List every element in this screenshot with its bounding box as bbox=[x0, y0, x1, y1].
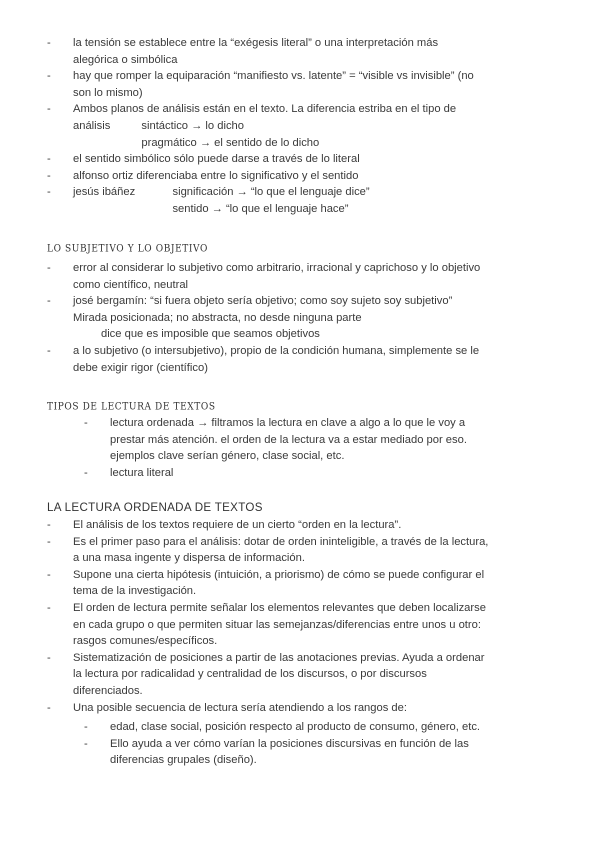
list-item bbox=[47, 68, 474, 101]
list-item-line: como científico, neutral bbox=[73, 278, 189, 291]
list-item-line: Es el primer paso para el análisis: dotar de orden ininteligible, a través de la lectura, bbox=[73, 535, 489, 548]
list-item-line: debe exigir rigor (científico) bbox=[73, 361, 208, 374]
list-item-line: prestar más atención. el orden de la lectura va a estar mediado por eso. bbox=[110, 433, 467, 446]
section-tipos-lectura-list bbox=[84, 415, 467, 481]
heading-subjetivo-objetivo: LO SUBJETIVO Y LO OBJETIVO bbox=[47, 243, 208, 255]
section-lectura-ordenada-list bbox=[47, 517, 488, 716]
list-item bbox=[47, 184, 474, 217]
bullet-dash: - bbox=[84, 466, 88, 479]
list-item bbox=[47, 343, 480, 376]
bullet-dash: - bbox=[47, 601, 51, 614]
bullet-dash: - bbox=[47, 344, 51, 357]
list-item-line: josé bergamín: “si fuera objeto sería objetivo; como soy sujeto soy subjetivo” bbox=[73, 295, 453, 308]
bullet-dash: - bbox=[84, 737, 88, 750]
list-item-line: jesús ibáñez significación → “lo que el lenguaje dice” bbox=[73, 186, 370, 199]
bullet-dash: - bbox=[47, 701, 51, 714]
bullet-dash: - bbox=[47, 519, 51, 531]
list-item-line: ejemplos clave serían género, clase social, etc. bbox=[110, 450, 345, 463]
bullet-dash: - bbox=[47, 262, 51, 274]
list-item-line: el sentido simbólico sólo puede darse a través de lo literal bbox=[73, 153, 360, 166]
bullet-dash: - bbox=[47, 535, 51, 548]
list-item-line: pragmático → el sentido de lo dicho bbox=[73, 136, 320, 149]
list-item-line: análisis sintáctico → lo dicho bbox=[73, 119, 244, 132]
list-item bbox=[47, 168, 474, 185]
list-item-line: Ambos planos de análisis están en el texto. La diferencia estriba en el tipo de bbox=[73, 103, 457, 116]
list-item-line: dice que es imposible que seamos objetivos bbox=[73, 328, 320, 341]
list-item bbox=[47, 293, 480, 343]
bullet-dash: - bbox=[47, 153, 51, 166]
list-item-line: diferencias grupales (diseño). bbox=[110, 754, 257, 767]
list-item-line: Una posible secuencia de lectura sería atendiendo a los rangos de: bbox=[73, 701, 407, 714]
list-item-line: la lectura por radicalidad y centralidad de los discursos, o por discursos bbox=[73, 668, 427, 681]
bullet-dash: - bbox=[47, 169, 51, 182]
list-item-line: la tensión se establece entre la “exégesis literal” o una interpretación más bbox=[73, 37, 439, 49]
list-item bbox=[84, 736, 480, 769]
bullet-dash: - bbox=[47, 568, 51, 581]
list-item bbox=[47, 700, 488, 717]
list-item bbox=[47, 567, 488, 600]
list-item-line: El orden de lectura permite señalar los elementos relevantes que deben localizarse bbox=[73, 601, 486, 614]
list-item-line: a lo subjetivo (o intersubjetivo), propio de la condición humana, simplemente se le bbox=[73, 344, 480, 357]
section-semantic-analysis-list bbox=[47, 35, 474, 218]
list-item bbox=[47, 517, 488, 534]
bullet-dash: - bbox=[47, 651, 51, 664]
list-item-line: edad, clase social, posición respecto al producto de consumo, género, etc. bbox=[110, 721, 481, 733]
list-item bbox=[47, 600, 488, 650]
list-item-line: sentido → “lo que el lenguaje hace” bbox=[73, 202, 349, 215]
section-lectura-ordenada-sublist bbox=[84, 719, 480, 769]
list-item-line: Supone una cierta hipótesis (intuición, a priorismo) de cómo se puede configurar el bbox=[73, 568, 485, 581]
bullet-dash: - bbox=[47, 70, 51, 83]
list-item bbox=[47, 101, 474, 151]
list-item-line: El análisis de los textos requiere de un cierto “orden en la lectura”. bbox=[73, 519, 402, 531]
section-subjetivo-list bbox=[47, 260, 480, 376]
list-item bbox=[84, 465, 467, 482]
list-item-line: Mirada posicionada; no abstracta, no desde ninguna parte bbox=[73, 311, 362, 324]
heading-tipos-lectura: TIPOS DE LECTURA DE TEXTOS bbox=[47, 401, 216, 413]
list-item-line: alegórica o simbólica bbox=[73, 53, 178, 66]
bullet-dash: - bbox=[47, 37, 51, 49]
list-item-line: alfonso ortiz diferenciaba entre lo significativo y el sentido bbox=[73, 169, 359, 182]
list-item-line: en cada grupo o que permiten situar las semejanzas/diferencias entre unos u otro: bbox=[73, 618, 481, 631]
list-item bbox=[84, 415, 467, 465]
list-item-line: rasgos comunes/específicos. bbox=[73, 635, 218, 648]
list-item-line: diferenciados. bbox=[73, 684, 143, 697]
list-item-line: error al considerar lo subjetivo como arbitrario, irracional y caprichoso y lo objetivo bbox=[73, 262, 481, 274]
list-item bbox=[47, 151, 474, 168]
list-item-line: hay que romper la equiparación “manifiesto vs. latente” = “visible vs invisible” (no bbox=[73, 70, 474, 83]
bullet-dash: - bbox=[47, 295, 51, 308]
list-item-line: son lo mismo) bbox=[73, 86, 143, 99]
heading-lectura-ordenada: LA LECTURA ORDENADA DE TEXTOS bbox=[47, 501, 263, 514]
list-item bbox=[47, 534, 488, 567]
list-item-line: Sistematización de posiciones a partir de las anotaciones previas. Ayuda a ordenar bbox=[73, 651, 485, 664]
list-item bbox=[47, 650, 488, 700]
list-item-line: lectura literal bbox=[110, 466, 174, 479]
list-item-line: tema de la investigación. bbox=[73, 585, 197, 598]
list-item bbox=[84, 719, 480, 736]
list-item bbox=[47, 35, 474, 68]
bullet-dash: - bbox=[47, 186, 51, 199]
list-item-line: Ello ayuda a ver cómo varían la posiciones discursivas en función de las bbox=[110, 737, 469, 750]
list-item-line: a una masa ingente y dispersa de información. bbox=[73, 552, 305, 565]
list-item bbox=[47, 260, 480, 293]
list-item-line: lectura ordenada → filtramos la lectura en clave a algo a lo que le voy a bbox=[110, 417, 466, 429]
bullet-dash: - bbox=[47, 103, 51, 116]
bullet-dash: - bbox=[84, 721, 88, 733]
bullet-dash: - bbox=[84, 417, 88, 429]
